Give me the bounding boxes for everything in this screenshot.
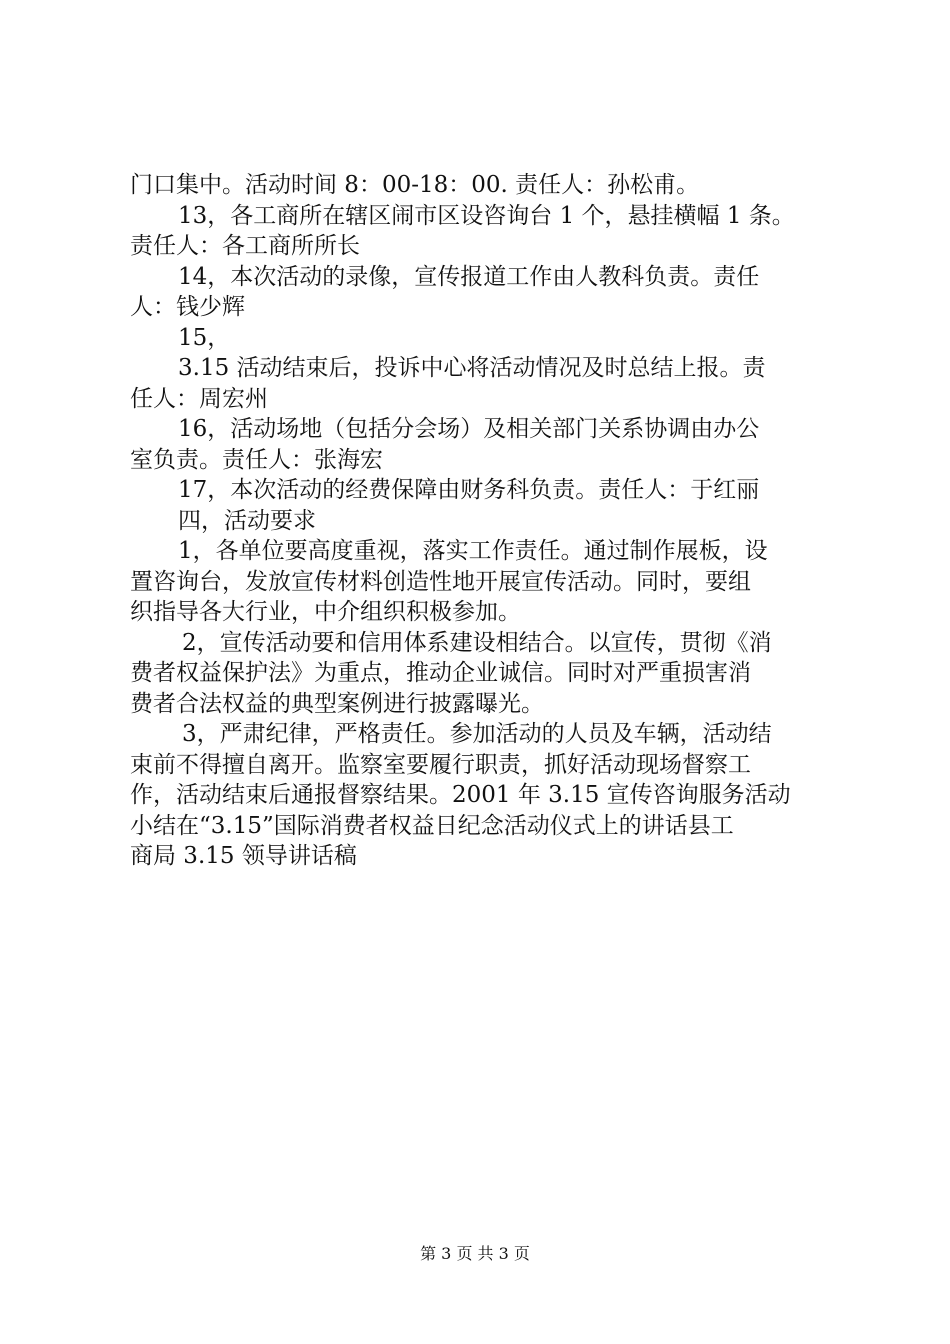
section-heading: 四，活动要求 <box>178 507 316 534</box>
text-line-2: 13，各工商所在辖区闹市区设咨询台 1 个，悬挂横幅 1 条。 <box>178 202 795 229</box>
text-line-1: 门口集中。活动时间 8：00-18：00. 责任人：孙松甫。 <box>130 172 700 198</box>
text-line-6: 15， <box>178 324 231 351</box>
text-line-21: 作，活动结束后通报督察结果。2001 年 3.15 宣传咨询服务活动 <box>130 782 791 808</box>
text-line-13: 1，各单位要高度重视，落实工作责任。通过制作展板，设 <box>178 538 768 564</box>
page-number-footer: 第 3 页 共 3 页 <box>420 1244 530 1263</box>
text-line-4: 14，本次活动的录像，宣传报道工作由人教科负责。责任 <box>178 263 760 290</box>
text-line-3: 责任人：各工商所所长 <box>130 233 360 259</box>
text-line-22: 小结在“3.15”国际消费者权益日纪念活动仪式上的讲话县工 <box>130 812 734 839</box>
text-line-10: 室负责。责任人：张海宏 <box>130 446 383 473</box>
document-body <box>130 170 842 872</box>
text-line-15: 织指导各大行业，中介组织积极参加。 <box>130 599 521 625</box>
text-line-20: 束前不得擅自离开。监察室要履行职责，抓好活动现场督察工 <box>130 751 751 778</box>
text-line-18: 费者合法权益的典型案例进行披露曝光。 <box>130 690 544 717</box>
text-line-16: 2，宣传活动要和信用体系建设相结合。以宣传，贯彻《消 <box>182 629 772 656</box>
text-line-5: 人：钱少辉 <box>130 294 245 320</box>
text-line-9: 16，活动场地（包括分会场）及相关部门关系协调由办公 <box>178 416 760 442</box>
text-line-19: 3，严肃纪律，严格责任。参加活动的人员及车辆，活动结 <box>182 721 772 747</box>
text-line-8: 任人：周宏州 <box>130 385 268 412</box>
text-line-7: 3.15 活动结束后，投诉中心将活动情况及时总结上报。责 <box>178 355 766 381</box>
text-line-11: 17，本次活动的经费保障由财务科负责。责任人：于红丽 <box>178 477 760 503</box>
text-line-23: 商局 3.15 领导讲话稿 <box>130 843 357 869</box>
text-line-14: 置咨询台，发放宣传材料创造性地开展宣传活动。同时，要组 <box>130 568 751 595</box>
text-line-17: 费者权益保护法》为重点，推动企业诚信。同时对严重损害消 <box>130 660 751 686</box>
